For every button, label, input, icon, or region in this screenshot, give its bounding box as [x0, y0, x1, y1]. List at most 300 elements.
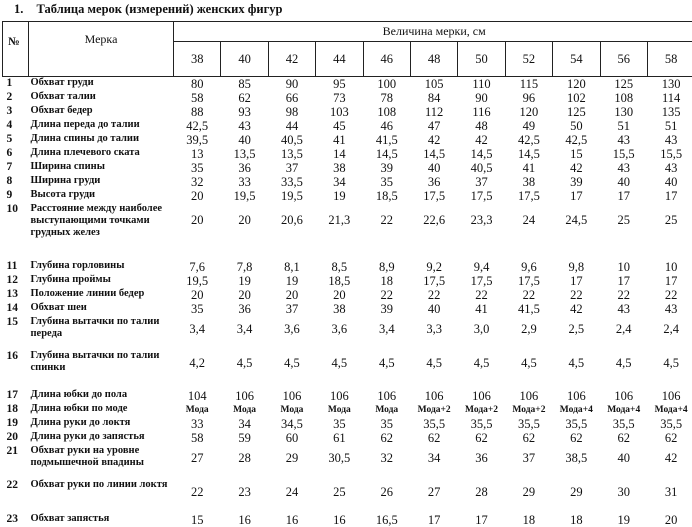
measure-value: 15 [553, 147, 600, 161]
measurements-table [2, 21, 692, 527]
measure-value: 98 [268, 105, 315, 119]
table-row [3, 91, 692, 105]
table-row [3, 350, 692, 384]
header-size: 40 [221, 42, 268, 77]
measure-value: 40 [600, 445, 647, 479]
measure-value: 17,5 [505, 189, 552, 203]
measure-value: 42,5 [505, 133, 552, 147]
measure-value: 43 [221, 119, 268, 133]
row-number: 13 [3, 288, 29, 302]
measure-value: 15,5 [600, 147, 647, 161]
measure-value: 104 [174, 384, 221, 403]
measure-value: 4,2 [174, 350, 221, 384]
table-row [3, 255, 692, 274]
measure-value: 34 [410, 445, 457, 479]
measure-value: 31 [647, 479, 692, 513]
header-size: 38 [174, 42, 221, 77]
table-row [3, 316, 692, 350]
measure-value: 35,5 [458, 417, 505, 431]
title-text: Таблица мерок (измерений) женских фигур [37, 2, 283, 16]
measure-value: 58 [174, 431, 221, 445]
measure-value: 106 [553, 384, 600, 403]
measure-value: 108 [363, 105, 410, 119]
measure-value: 9,8 [553, 255, 600, 274]
measure-value: 29 [553, 479, 600, 513]
table-row [3, 119, 692, 133]
measure-value: 17 [647, 274, 692, 288]
measure-value: 14 [316, 147, 363, 161]
measure-value: 4,5 [647, 350, 692, 384]
measure-value: 10 [647, 255, 692, 274]
measure-value: 39 [363, 161, 410, 175]
table-row [3, 479, 692, 513]
row-number: 21 [3, 445, 29, 479]
measure-value: 43 [600, 161, 647, 175]
measure-name: Длина плечевого ската [29, 147, 174, 161]
row-number: 6 [3, 147, 29, 161]
measure-value: 8,1 [268, 255, 315, 274]
measure-value: 35,5 [505, 417, 552, 431]
measure-value: 44 [268, 119, 315, 133]
header-row-group [3, 22, 692, 42]
measure-value: 17 [410, 513, 457, 527]
measure-value: 23 [221, 479, 268, 513]
measure-value: 19 [268, 274, 315, 288]
measure-value: 14,5 [363, 147, 410, 161]
measure-value: 36 [221, 161, 268, 175]
measure-value: 22 [458, 288, 505, 302]
row-number: 23 [3, 513, 29, 527]
measure-value: 106 [647, 384, 692, 403]
measure-value: 28 [458, 479, 505, 513]
measure-value: Мода [316, 403, 363, 417]
header-measure: Мерка [29, 22, 174, 77]
measure-value: 42,5 [553, 133, 600, 147]
row-number: 2 [3, 91, 29, 105]
measure-value: Мода+4 [553, 403, 600, 417]
measure-value: 106 [505, 384, 552, 403]
measure-value: 66 [268, 91, 315, 105]
measure-value: 102 [553, 91, 600, 105]
measure-value: 3,4 [174, 316, 221, 350]
measure-value: 43 [647, 302, 692, 316]
measure-value: 20 [316, 288, 363, 302]
measure-value: 17 [647, 189, 692, 203]
measure-name: Глубина горловины [29, 255, 174, 274]
measure-value: 106 [600, 384, 647, 403]
measure-name: Обхват талии [29, 91, 174, 105]
measure-value: 51 [600, 119, 647, 133]
measure-value: 17 [553, 189, 600, 203]
measure-value: 106 [268, 384, 315, 403]
measure-value: 41,5 [363, 133, 410, 147]
measure-value: 34 [316, 175, 363, 189]
measure-value: 4,5 [458, 350, 505, 384]
row-number: 22 [3, 479, 29, 513]
header-size: 44 [316, 42, 363, 77]
table-row [3, 133, 692, 147]
measure-value: 62 [553, 431, 600, 445]
row-number: 20 [3, 431, 29, 445]
measure-value: Мода [268, 403, 315, 417]
measure-value: 47 [410, 119, 457, 133]
measure-value: 62 [600, 431, 647, 445]
measure-value: 23,3 [458, 203, 505, 255]
table-row [3, 417, 692, 431]
measure-value: 50 [553, 119, 600, 133]
measure-value: 43 [600, 133, 647, 147]
measure-value: 38 [316, 161, 363, 175]
measure-name: Ширина спины [29, 161, 174, 175]
measure-value: 20,6 [268, 203, 315, 255]
measure-value: Мода+2 [410, 403, 457, 417]
measure-value: 100 [363, 77, 410, 92]
measure-value: 10 [600, 255, 647, 274]
measure-value: 20 [221, 203, 268, 255]
row-number: 15 [3, 316, 29, 350]
measure-value: 14,5 [458, 147, 505, 161]
measure-value: 85 [221, 77, 268, 92]
measure-value: 9,2 [410, 255, 457, 274]
measure-value: 36 [221, 302, 268, 316]
table-row [3, 445, 692, 479]
measure-value: 15 [174, 513, 221, 527]
measure-value: 22 [647, 288, 692, 302]
measure-name: Длина руки до локтя [29, 417, 174, 431]
measure-value: 28 [221, 445, 268, 479]
measure-value: 25 [600, 203, 647, 255]
measure-value: 25 [647, 203, 692, 255]
measure-value: 40 [221, 133, 268, 147]
measure-value: 17 [600, 274, 647, 288]
measure-value: 22 [174, 479, 221, 513]
header-size: 58 [647, 42, 692, 77]
table-row [3, 513, 692, 527]
row-number: 18 [3, 403, 29, 417]
measure-name: Глубина проймы [29, 274, 174, 288]
measure-value: 40 [647, 175, 692, 189]
measure-value: 114 [647, 91, 692, 105]
measure-value: 110 [458, 77, 505, 92]
title-number: 1. [14, 2, 23, 17]
measure-value: 41 [505, 161, 552, 175]
measure-value: 20 [174, 288, 221, 302]
measure-value: 16 [221, 513, 268, 527]
row-number: 17 [3, 384, 29, 403]
table-row [3, 203, 692, 255]
measure-value: 33 [221, 175, 268, 189]
measure-value: 35,5 [410, 417, 457, 431]
table-row [3, 105, 692, 119]
measure-value: 17,5 [410, 274, 457, 288]
measure-name: Высота груди [29, 189, 174, 203]
measure-value: 62 [458, 431, 505, 445]
measure-value: 22,6 [410, 203, 457, 255]
table-row [3, 175, 692, 189]
measure-value: 14,5 [410, 147, 457, 161]
measure-value: 106 [410, 384, 457, 403]
measure-value: 17,5 [458, 189, 505, 203]
measure-value: Мода+4 [647, 403, 692, 417]
page-title [14, 2, 282, 17]
measure-value: 20 [268, 288, 315, 302]
header-number: № [3, 22, 29, 77]
measure-value: 4,5 [221, 350, 268, 384]
measure-value: 22 [363, 203, 410, 255]
measure-value: 2,5 [553, 316, 600, 350]
header-size: 48 [410, 42, 457, 77]
measure-value: 33 [174, 417, 221, 431]
measure-value: 90 [458, 91, 505, 105]
measure-value: 78 [363, 91, 410, 105]
measure-value: 8,5 [316, 255, 363, 274]
table-row [3, 302, 692, 316]
table-row [3, 274, 692, 288]
measure-name: Обхват руки по линии локтя [29, 479, 174, 513]
measure-name: Длина руки до запястья [29, 431, 174, 445]
measure-value: 13,5 [268, 147, 315, 161]
measure-value: 96 [505, 91, 552, 105]
row-number: 12 [3, 274, 29, 288]
measure-value: 19 [600, 513, 647, 527]
measure-value: 106 [221, 384, 268, 403]
measure-value: 22 [600, 288, 647, 302]
row-number: 7 [3, 161, 29, 175]
measure-value: 34,5 [268, 417, 315, 431]
measure-value: 37 [458, 175, 505, 189]
measure-value: 27 [174, 445, 221, 479]
header-size: 46 [363, 42, 410, 77]
measure-name: Обхват груди [29, 77, 174, 92]
measure-value: 120 [505, 105, 552, 119]
measure-value: 18,5 [316, 274, 363, 288]
measure-value: 42 [647, 445, 692, 479]
measure-value: 22 [410, 288, 457, 302]
measure-value: 24,5 [553, 203, 600, 255]
table-row [3, 161, 692, 175]
table-row [3, 431, 692, 445]
measure-value: 27 [410, 479, 457, 513]
measure-name: Ширина груди [29, 175, 174, 189]
measure-value: 17,5 [458, 274, 505, 288]
measure-value: Мода+2 [505, 403, 552, 417]
header-size: 56 [600, 42, 647, 77]
measure-value: Мода+2 [458, 403, 505, 417]
measure-name: Длина юбки по моде [29, 403, 174, 417]
measure-value: 2,4 [600, 316, 647, 350]
measure-value: 36 [458, 445, 505, 479]
measure-value: 62 [647, 431, 692, 445]
header-size-group: Величина мерки, см [174, 22, 692, 42]
measure-value: 37 [268, 161, 315, 175]
measure-value: Мода [221, 403, 268, 417]
measure-value: 38 [505, 175, 552, 189]
measure-value: 30 [600, 479, 647, 513]
measure-name: Длина переда до талии [29, 119, 174, 133]
measure-value: 3,6 [268, 316, 315, 350]
measure-value: 20 [221, 288, 268, 302]
measure-value: 20 [174, 189, 221, 203]
measure-value: 41 [316, 133, 363, 147]
measure-value: 42,5 [174, 119, 221, 133]
measure-value: 39,5 [174, 133, 221, 147]
row-number: 16 [3, 350, 29, 384]
measure-value: 17 [553, 274, 600, 288]
measure-value: 58 [174, 91, 221, 105]
measure-value: 29 [268, 445, 315, 479]
measure-value: 39 [553, 175, 600, 189]
measure-value: 32 [174, 175, 221, 189]
measure-value: 35 [316, 417, 363, 431]
measure-value: 42 [410, 133, 457, 147]
measure-value: 18,5 [363, 189, 410, 203]
measure-value: 62 [505, 431, 552, 445]
measure-name: Длина спины до талии [29, 133, 174, 147]
measure-value: 2,9 [505, 316, 552, 350]
measure-name: Обхват запястья [29, 513, 174, 527]
measure-value: 15,5 [647, 147, 692, 161]
measure-value: 3,0 [458, 316, 505, 350]
row-number: 10 [3, 203, 29, 255]
measure-value: 4,5 [316, 350, 363, 384]
header-size: 50 [458, 42, 505, 77]
table-row [3, 403, 692, 417]
measure-value: 40 [410, 161, 457, 175]
row-number: 5 [3, 133, 29, 147]
measure-value: 13,5 [221, 147, 268, 161]
measure-value: 115 [505, 77, 552, 92]
measure-value: 40 [600, 175, 647, 189]
measure-value: 33,5 [268, 175, 315, 189]
measure-value: 20 [174, 203, 221, 255]
measure-value: 19 [316, 189, 363, 203]
measure-value: 60 [268, 431, 315, 445]
measure-value: 7,6 [174, 255, 221, 274]
measure-value: 32 [363, 445, 410, 479]
table-row [3, 288, 692, 302]
measure-name: Обхват руки на уровне подмышечной впадины [29, 445, 174, 479]
table-row [3, 77, 692, 92]
measure-value: 8,9 [363, 255, 410, 274]
measure-value: 106 [363, 384, 410, 403]
measure-value: 14,5 [505, 147, 552, 161]
measure-value: Мода [174, 403, 221, 417]
measure-value: 17 [600, 189, 647, 203]
measure-value: 59 [221, 431, 268, 445]
measure-value: 3,3 [410, 316, 457, 350]
measure-value: 25 [316, 479, 363, 513]
measure-value: 37 [268, 302, 315, 316]
measure-value: 30,5 [316, 445, 363, 479]
measure-value: 16 [268, 513, 315, 527]
measure-value: 17,5 [410, 189, 457, 203]
measure-value: 130 [647, 77, 692, 92]
row-number: 3 [3, 105, 29, 119]
measure-value: 130 [600, 105, 647, 119]
measure-value: 9,6 [505, 255, 552, 274]
measure-value: 49 [505, 119, 552, 133]
measure-value: 3,4 [363, 316, 410, 350]
measure-value: 3,4 [221, 316, 268, 350]
measure-value: 36 [410, 175, 457, 189]
row-number: 1 [3, 77, 29, 92]
measure-value: 125 [600, 77, 647, 92]
measure-value: 2,4 [647, 316, 692, 350]
measure-value: 17 [458, 513, 505, 527]
measure-value: 19,5 [174, 274, 221, 288]
measure-value: 108 [600, 91, 647, 105]
measure-value: 24 [505, 203, 552, 255]
measure-value: 35 [363, 417, 410, 431]
measure-value: 40,5 [268, 133, 315, 147]
measure-value: 35 [363, 175, 410, 189]
measure-value: 19,5 [268, 189, 315, 203]
measure-value: 80 [174, 77, 221, 92]
measure-value: 18 [553, 513, 600, 527]
measure-value: 62 [221, 91, 268, 105]
measure-value: 19,5 [221, 189, 268, 203]
measure-value: 4,5 [268, 350, 315, 384]
measure-value: 16,5 [363, 513, 410, 527]
table-row [3, 189, 692, 203]
measure-value: 95 [316, 77, 363, 92]
measure-value: 3,6 [316, 316, 363, 350]
measure-value: 46 [363, 119, 410, 133]
table-row [3, 384, 692, 403]
measure-value: 21,3 [316, 203, 363, 255]
measure-value: 18 [505, 513, 552, 527]
measure-value: 40,5 [458, 161, 505, 175]
measure-value: 24 [268, 479, 315, 513]
measure-name: Глубина вытачки по талии спинки [29, 350, 174, 384]
measure-value: 93 [221, 105, 268, 119]
measure-value: 62 [410, 431, 457, 445]
measure-value: 39 [363, 302, 410, 316]
measure-value: 13 [174, 147, 221, 161]
measure-value: Мода [363, 403, 410, 417]
measure-name: Обхват шеи [29, 302, 174, 316]
measure-value: 51 [647, 119, 692, 133]
row-number: 4 [3, 119, 29, 133]
measure-value: 35,5 [553, 417, 600, 431]
measure-value: 9,4 [458, 255, 505, 274]
row-number: 14 [3, 302, 29, 316]
measure-value: 84 [410, 91, 457, 105]
measure-value: 4,5 [553, 350, 600, 384]
measure-value: 29 [505, 479, 552, 513]
measure-value: 18 [363, 274, 410, 288]
measure-value: 125 [553, 105, 600, 119]
measure-value: 16 [316, 513, 363, 527]
measure-name: Длина юбки до пола [29, 384, 174, 403]
measure-value: Мода+4 [600, 403, 647, 417]
measure-value: 34 [221, 417, 268, 431]
measure-value: 43 [647, 161, 692, 175]
row-number: 11 [3, 255, 29, 274]
measure-value: 22 [553, 288, 600, 302]
measure-value: 42 [553, 302, 600, 316]
measure-value: 43 [647, 133, 692, 147]
measure-value: 103 [316, 105, 363, 119]
measure-value: 42 [553, 161, 600, 175]
measure-value: 35,5 [647, 417, 692, 431]
measure-name: Обхват бедер [29, 105, 174, 119]
measure-value: 112 [410, 105, 457, 119]
measure-value: 17,5 [505, 274, 552, 288]
measure-value: 4,5 [505, 350, 552, 384]
row-number: 9 [3, 189, 29, 203]
header-size: 42 [268, 42, 315, 77]
